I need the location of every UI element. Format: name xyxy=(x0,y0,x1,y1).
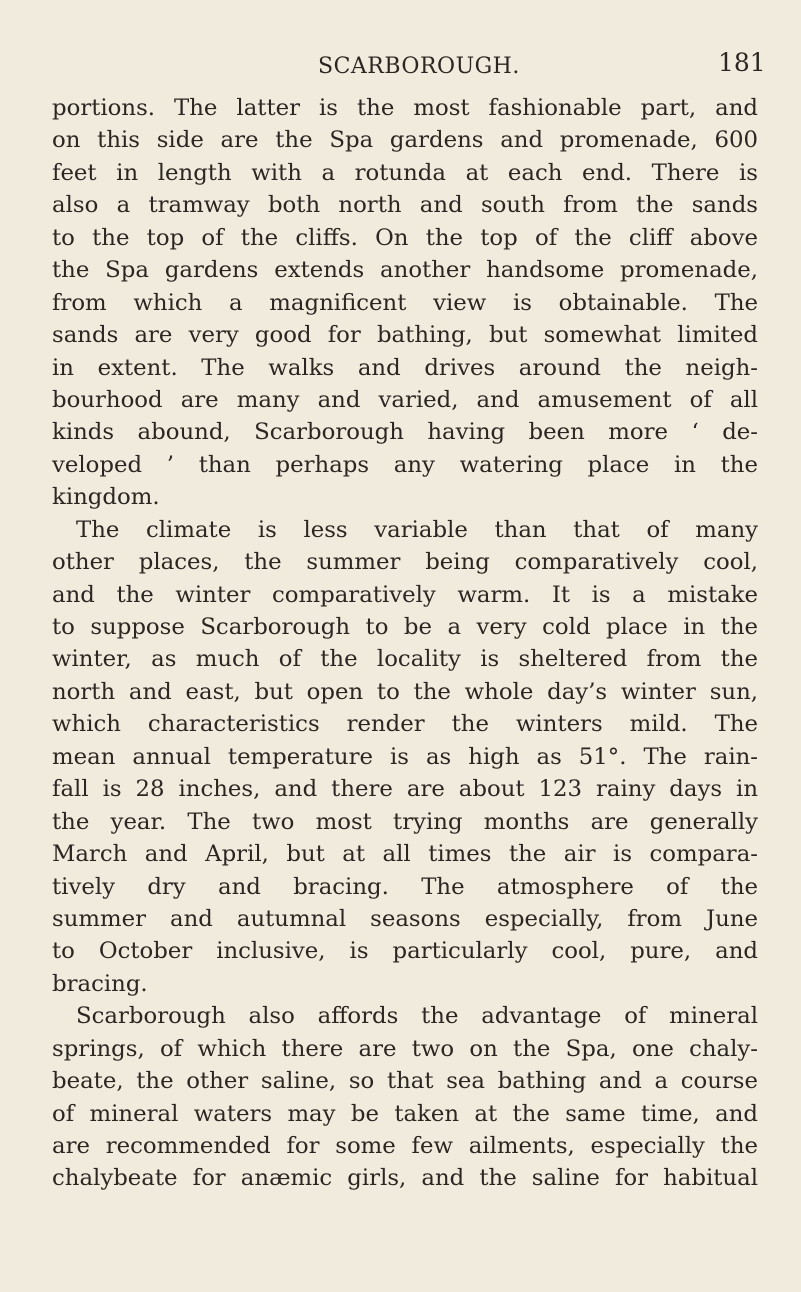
running-title: SCARBOROUGH. xyxy=(318,54,520,79)
text-line: north and east, but open to the whole day’s winter sun, xyxy=(52,678,758,705)
text-line: kingdom. xyxy=(52,484,160,511)
text-line: to October inclusive, is particularly cool, pure, and xyxy=(52,938,758,965)
text-line: springs, of which there are two on the Spa, one chaly- xyxy=(52,1035,758,1062)
text-line: the Spa gardens extends another handsome promenade, xyxy=(52,257,758,284)
text-line: also a tramway both north and south from the sands xyxy=(52,192,758,219)
text-line: to suppose Scarborough to be a very cold place in the xyxy=(52,614,758,640)
text-line: of mineral waters may be taken at the same time, and xyxy=(52,1100,758,1127)
text-line: to the top of the cliffs. On the top of the cliff above xyxy=(52,224,758,251)
text-line: veloped ’ than perhaps any watering place in the xyxy=(52,451,758,478)
text-line: are recommended for some few ailments, especially the xyxy=(52,1133,758,1159)
running-head xyxy=(0,48,801,82)
text-line: fall is 28 inches, and there are about 123 rainy days in xyxy=(52,776,758,803)
text-line: beate, the other saline, so that sea bathing and a course xyxy=(52,1068,758,1095)
text-line: Scarborough also affords the advantage of mineral xyxy=(76,1003,758,1030)
text-line: mean annual temperature is as high as 51°. The rain- xyxy=(52,743,758,770)
text-line: March and April, but at all times the air is compara- xyxy=(52,841,758,868)
text-line: kinds abound, Scarborough having been more ‘ de- xyxy=(52,419,758,446)
text-line: winter, as much of the locality is sheltered from the xyxy=(52,646,758,673)
text-line: chalybeate for anæmic girls, and the saline for habitual xyxy=(52,1165,758,1192)
text-line: and the winter comparatively warm. It is a mistake xyxy=(52,581,758,608)
text-line: summer and autumnal seasons especially, from June xyxy=(52,905,758,932)
text-line: the year. The two most trying months are generally xyxy=(52,808,758,835)
text-line: bracing. xyxy=(52,970,148,997)
text-line: The climate is less variable than that of many xyxy=(76,516,758,543)
text-line: other places, the summer being comparatively cool, xyxy=(52,549,758,576)
text-line: sands are very good for bathing, but somewhat limited xyxy=(52,322,758,349)
body-text xyxy=(52,92,758,1195)
text-line: in extent. The walks and drives around the neigh- xyxy=(52,354,758,381)
text-line: portions. The latter is the most fashionable part, and xyxy=(52,95,758,121)
text-line: tively dry and bracing. The atmosphere of the xyxy=(52,873,758,900)
text-line: bourhood are many and varied, and amusement of all xyxy=(52,386,758,413)
text-line: feet in length with a rotunda at each end. There is xyxy=(52,159,758,186)
page-number: 181 xyxy=(718,48,766,77)
text-line: on this side are the Spa gardens and promenade, 600 xyxy=(52,127,758,154)
text-line: which characteristics render the winters mild. The xyxy=(52,711,758,738)
text-line: from which a magnificent view is obtainable. The xyxy=(52,289,758,316)
